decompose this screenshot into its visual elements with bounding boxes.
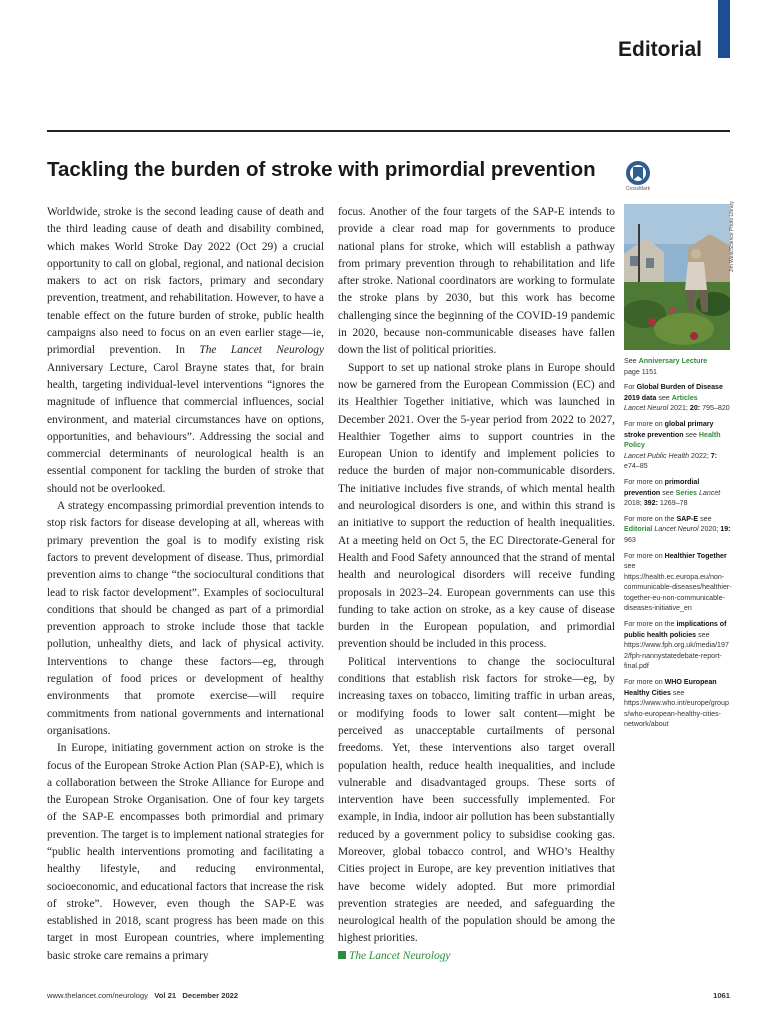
paragraph: In Europe, initiating government action on stroke is the focus of the European Stroke Action Plan (SAP-E), which is a collaboration between the Stroke Alliance for Europe and the European Stroke Organisation. One of four key targets of the SAP-E encompasses both primordial and primary prevention. The target is to implement national strategies for “public health interventions promoting and facilitating a healthy lifestyle, and reducing environmental, socioeconomic, and educational factors that increase the risk of stroke”. However, even though the SAP-E was established in 2018, scant progress has been made on this target in most European countries, where implementing basic stroke care remains a primary	[47, 742, 324, 962]
article-photo	[624, 204, 730, 350]
note-url[interactable]: https://www.fph.org.uk/media/1972/fph-nannystatedebate-report-final.pdf	[624, 641, 729, 671]
signature-square-icon	[338, 951, 346, 959]
note-link[interactable]: Series	[675, 488, 697, 497]
section-tab	[718, 0, 730, 58]
column-middle	[338, 204, 615, 965]
margin-note: For more on primordial prevention see Series Lancet 2018; 392: 1269–78	[624, 477, 721, 508]
footer-site[interactable]: www.thelancet.com/neurology	[47, 991, 148, 1000]
paragraph: Support to set up national stroke plans in Europe should now be garnered from the European Commission (EC) and its Healthier Together initiative, which was launched in December 2021. Over the 5-year period from 2022 to 2027, Healthier Together aims to support countries in the European Union to identify and implement policies to reduce the burden of major non-communicable disorders. The initiative includes five strands, of which mental health and neurological disorders is one, and within this strand is an initiative to support the reduction of health inequalities. At a meeting held on Oct 5, the EC Directorate-General for Health and Food Safety announced that the strand of mental health and neurological disorders will receive funding proposals in 2023–24. European governments can use this funding to take action on stroke, as a key cause of disease burden in the European population, and primordial prevention should be included in this process.	[338, 361, 615, 651]
paragraph: Worldwide, stroke is the second leading cause of death and the third leading cause of death and disability combined, which makes World Stroke Day 2022 (Oct 29) a crucial opportunity to call on global, regional, and national decision makers to act on risk factors, primary and secondary prevention, treatment, and rehabilitation. However, to have a tenable effect on the future burden of stroke, public health campaigns also need to focus on an even earlier stage—ie, primordial prevention. In The Lancet Neurology Anniversary Lecture, Carol Brayne states that, for brain health, targeting individual-level interventions “ignores the magnitude of influence that commercial influences, social environment, and material circumstances have on options, opportunities, and behaviours”. Addressing the social and commercial determinants of neurological health is an essential component for tackling the burden of stroke that should not be overlooked.	[47, 206, 325, 495]
article-title: Tackling the burden of stroke with primordial prevention	[47, 158, 596, 181]
footer-date: December 2022	[182, 991, 239, 1000]
margin-note: For more on Healthier Together see https://health.ec.europa.eu/non-communicable-diseases/healthier-together-eu-non-communicable-diseases-initiative_en	[624, 551, 732, 613]
note-link[interactable]: Health Policy	[624, 430, 721, 450]
footer-volume: Vol 21	[154, 991, 177, 1000]
note-url[interactable]: https://www.who.int/europe/groups/who-european-healthy-cities-network/about	[624, 699, 729, 729]
margin-note: For more on the SAP-E see Editorial Lancet Neurol 2020; 19: 963	[624, 514, 731, 544]
margin-note: For more on global primary stroke prevention see Health Policy Lancet Public Health 2022; 7: e74–85	[624, 419, 721, 471]
footer-citation	[47, 991, 238, 1000]
margin-note: For more on WHO European Healthy Cities see https://www.who.int/europe/groups/who-european-healthy-cities-network/about	[624, 678, 729, 729]
signature: The Lancet Neurology	[349, 949, 451, 962]
top-rule	[47, 130, 730, 132]
photo-credit: Jim West/Science Photo Library	[729, 201, 735, 272]
paragraph: Political interventions to change the sociocultural conditions that establish risk factors for stroke—eg, by increasing taxes on tobacco, limiting traffic in urban areas, or modifying foods to lower salt content—might be perceived as unacceptable curtailments of personal freedoms. Yet, these interventions also target overall population health, reduce health inequalities, and include vulnerable and disadvantaged groups. These sorts of intervention have been successfully implemented. For example, in India, indoor air pollution has been substantially reduced by a government policy to subsidise cooking gas. Moreover, global tobacco control, and WHO’s Healthy Cities project in Europe, are key prevention initiatives that have become widely adopted. But more primordial prevention strategies are needed, and safeguarding the neurological health of the population should be among the highest priorities. The Lancet Neurology	[338, 655, 615, 962]
note-link[interactable]: Anniversary Lecture	[638, 357, 708, 365]
margin-note: For Global Burden of Disease 2019 data see Articles Lancet Neurol 2021; 20: 795–820	[624, 383, 730, 413]
note-url[interactable]: https://health.ec.europa.eu/non-communicable-diseases/healthier-together-eu-non-communicable-diseases-initiative_en	[624, 572, 732, 613]
margin-note: See Anniversary Lecture page 1151	[624, 357, 708, 376]
column-left	[47, 204, 324, 965]
paragraph: A strategy encompassing primordial prevention intends to stop risk factors for disease developing at all, whereas with primary prevention the goal is to modify existing risk factors to prevent development of disease. Thus, primordial prevention aims to change “the sociocultural conditions that lead to risk factor development”. Examples of sociocultural conditions that should be changed as part of a primordial prevention approach to stroke include those that tackle pollution, unhealthy diets, and lack of physical activity. Interventions to change these factors—eg, through regulation of food prices or development of healthy environments that promote exercise—will require commitments from national governments and international organisations.	[47, 500, 324, 737]
page-number: 1061	[713, 991, 730, 1000]
note-link[interactable]: Articles	[671, 393, 698, 402]
note-link[interactable]: Editorial	[624, 525, 653, 534]
margin-notes	[624, 356, 732, 735]
crossmark-label: CrossMark	[625, 186, 651, 192]
margin-note: For more on the implications of public health policies see https://www.fph.org.uk/media/1972/fph-nannystatedebate-report-final.pdf	[624, 620, 729, 671]
paragraph: focus. Another of the four targets of the SAP-E intends to provide a clear road map for governments to produce national plans for stroke, which will establish a pathway from primary prevention through to rehabilitation and life after stroke. National coordinators are working to formulate the stroke plans by 2030, but this work has become challenging since the beginning of the COVID-19 pandemic in 2020, because non-communicable diseases have fallen down the list of political priorities.	[338, 206, 615, 357]
section-label: Editorial	[617, 38, 702, 61]
